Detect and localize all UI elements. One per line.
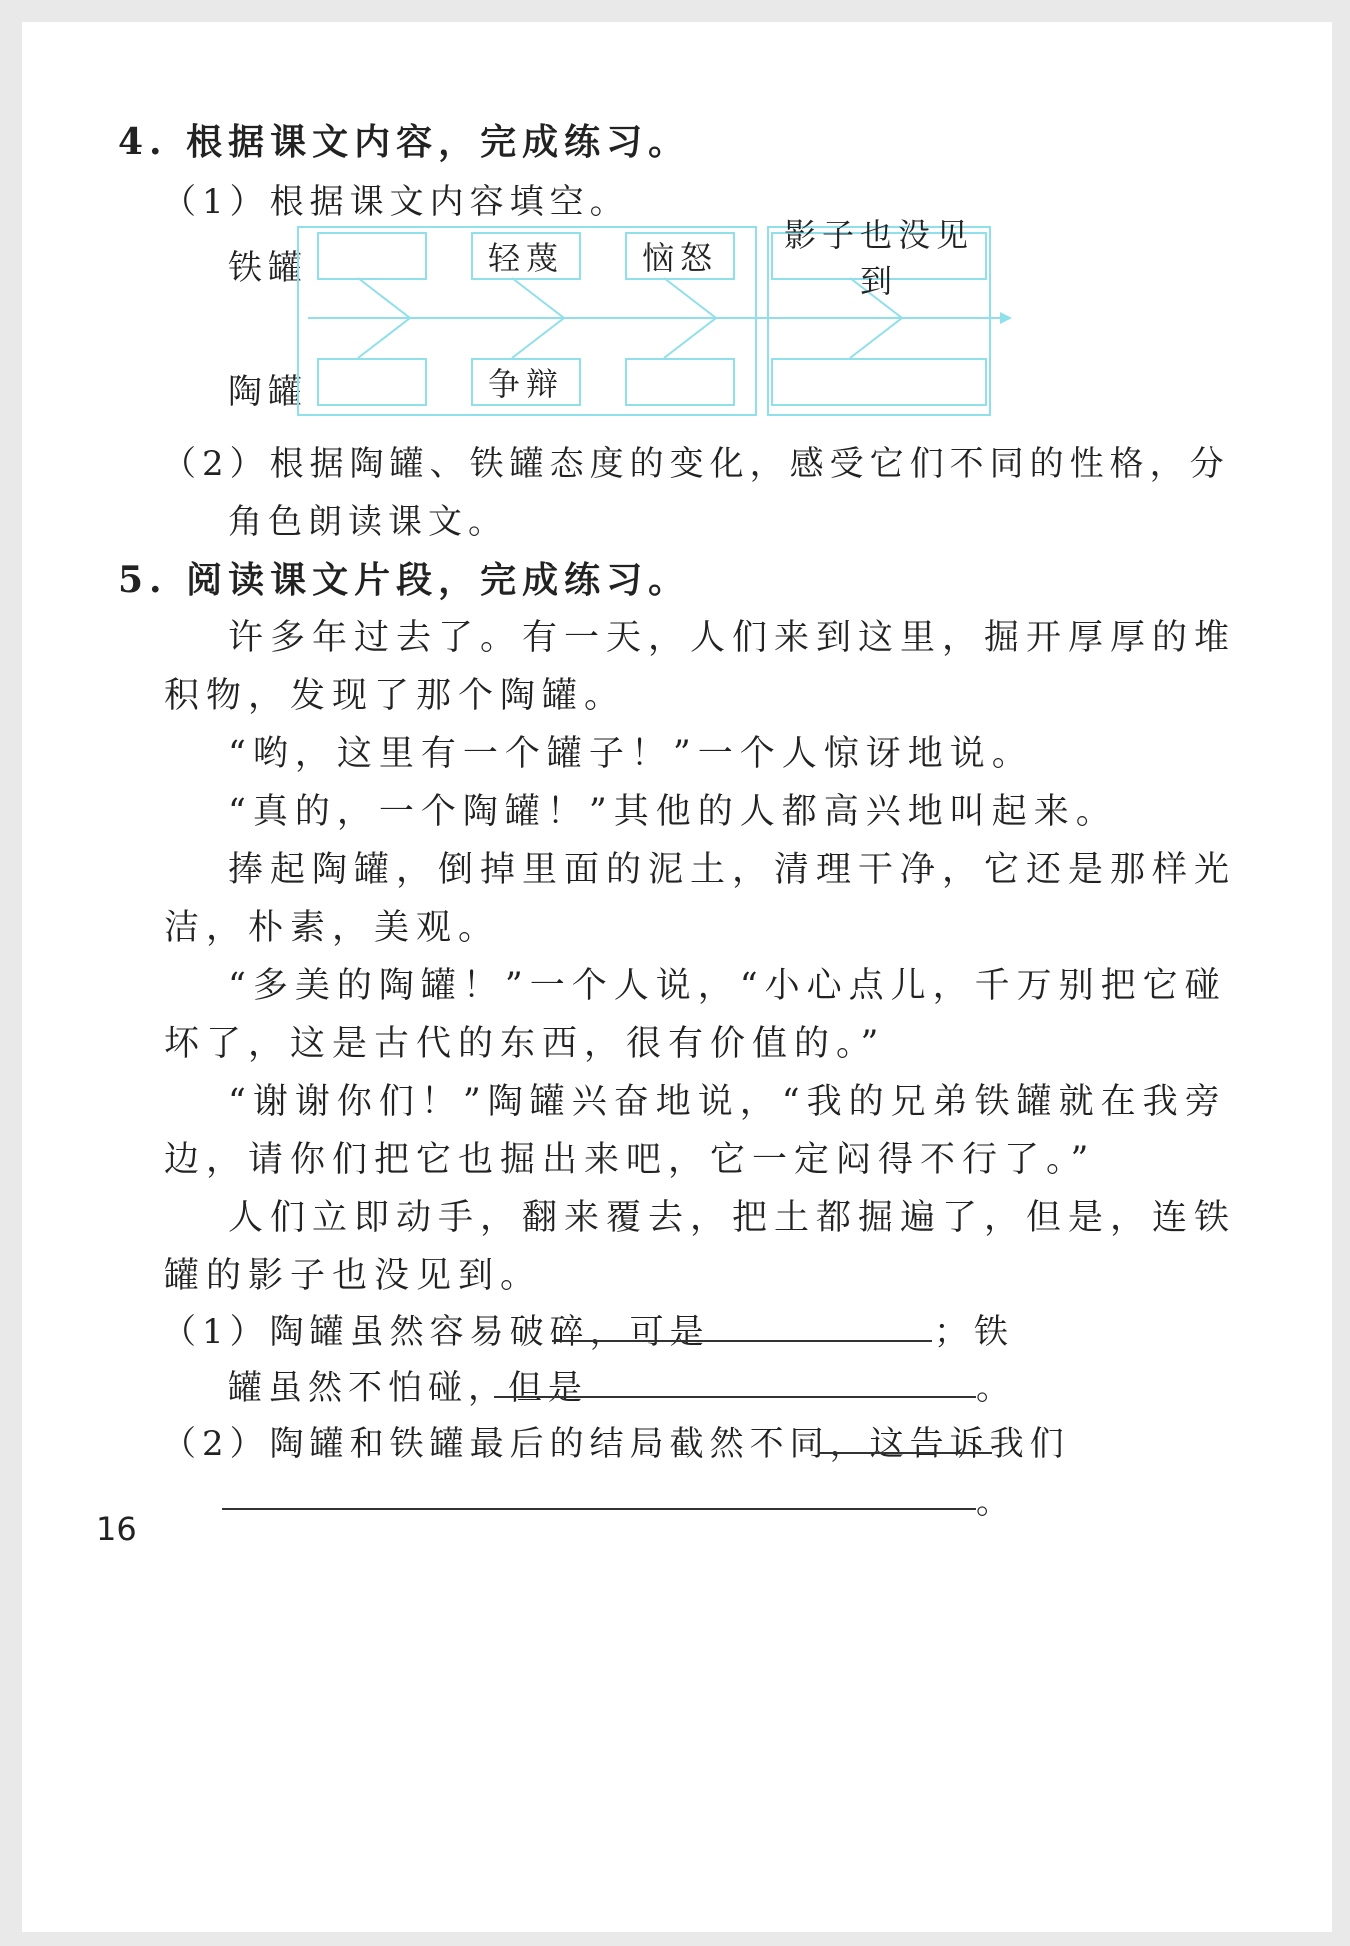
question-5-sub1-mid: ；铁 xyxy=(934,1312,1014,1352)
question-4-heading: 4. 根据课文内容，完成练习。 xyxy=(118,121,691,163)
passage-line: “真的，一个陶罐！”其他的人都高兴地叫起来。 xyxy=(228,792,1118,832)
passage-line: 捧起陶罐，倒掉里面的泥土，清理干净，它还是那样光 xyxy=(228,850,1237,890)
bottom-box-1[interactable] xyxy=(317,358,427,406)
question-5-sub1-start: （1）陶罐虽然容易破碎，可是 xyxy=(162,1312,710,1352)
passage-line: “哟，这里有一个罐子！”一个人惊讶地说。 xyxy=(228,734,1034,774)
answer-blank-1[interactable] xyxy=(552,1340,932,1342)
passage-line: 积物，发现了那个陶罐。 xyxy=(164,676,627,716)
row-label-tao: 陶罐 xyxy=(228,372,308,412)
passage-line: 罐的影子也没见到。 xyxy=(164,1256,543,1296)
question-5-sub1-line2: 罐虽然不怕碰，但是 xyxy=(228,1368,588,1408)
workbook-page xyxy=(22,22,1332,1932)
answer-blank-3[interactable] xyxy=(818,1452,992,1454)
passage-line: 人们立即动手，翻来覆去，把土都掘遍了，但是，连铁 xyxy=(228,1198,1237,1238)
page-number: 16 xyxy=(96,1510,137,1548)
passage-line: “多美的陶罐！”一个人说，“小心点儿，千万别把它碰 xyxy=(228,966,1227,1006)
row-label-tie: 铁罐 xyxy=(228,248,308,288)
question-4-sub2-line2: 角色朗读课文。 xyxy=(228,502,508,542)
passage-line: “谢谢你们！”陶罐兴奋地说，“我的兄弟铁罐就在我旁 xyxy=(228,1082,1227,1122)
top-box-2: 轻蔑 xyxy=(471,232,581,280)
top-box-3: 恼怒 xyxy=(625,232,735,280)
bottom-box-4[interactable] xyxy=(771,358,987,406)
question-4-sub2-line1: （2）根据陶罐、铁罐态度的变化，感受它们不同的性格，分 xyxy=(162,444,1230,484)
answer-blank-4[interactable] xyxy=(222,1508,976,1510)
question-5-heading: 5. 阅读课文片段，完成练习。 xyxy=(118,559,691,601)
question-5-sub2-end: 。 xyxy=(976,1482,1016,1522)
top-box-4: 影子也没见到 xyxy=(771,232,987,280)
passage-line: 边，请你们把它也掘出来吧，它一定闷得不行了。” xyxy=(164,1140,1096,1180)
question-5-sub1-end: 。 xyxy=(976,1368,1016,1408)
passage-line: 许多年过去了。有一天，人们来到这里，掘开厚厚的堆 xyxy=(228,618,1237,658)
top-box-1[interactable] xyxy=(317,232,427,280)
question-5-sub2: （2）陶罐和铁罐最后的结局截然不同，这告诉我们 xyxy=(162,1424,1070,1464)
passage-line: 坏了，这是古代的东西，很有价值的。” xyxy=(164,1024,886,1064)
bottom-box-2: 争辩 xyxy=(471,358,581,406)
passage-line: 洁，朴素，美观。 xyxy=(164,908,501,948)
answer-blank-2[interactable] xyxy=(494,1396,976,1398)
question-4-sub1: （1）根据课文内容填空。 xyxy=(162,182,630,222)
bottom-box-3[interactable] xyxy=(625,358,735,406)
